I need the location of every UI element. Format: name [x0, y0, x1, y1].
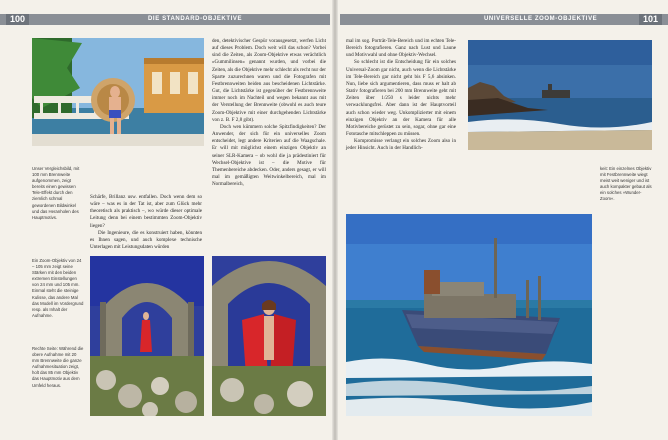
- caption-zoom-weight: keit: Ein einzelnes Objektiv mit Festbrennweite wiegt meist weit weniger und ist auch kompakter gebaut als ein solches »Wunder-Zoom«.: [600, 166, 652, 202]
- left-col2-paragraph: den, detektivischer Gespür vorausgesetzt, werfen Licht auf dieses Problem. Doch weit will das schon? Vorbei sind die Zeiten, als Zoom-Objektive etwas verächtlich »Gummilinsen« genannt wurden, und vorbei die Zeiten, als die Objektive mehr schlecht als recht nur der Sparte zuzurechnen waren und die Fotografen mit Festbrennweiten beiden aus bescheidenen Lichtstärke. Gut, die Lichtstärke ist gegenüber der Festbrennweite immer noch im Nachteil und wegen bekannt aus mit der Verstellung der Brennweite (obwohl es auch teure Zoom-Objektive mit einer durchgehenden Lichtstärke von z. B. F 2,8 gibt).: [212, 38, 327, 123]
- right-running-title: UNIVERSELLE ZOOM-OBJEKTIVE: [484, 16, 598, 22]
- caption-vergleichsbild: Unser Vergleichsbild, mit 100 mm Brennweite aufgenommen, zeigt bereits einen gewissen Tele-Effekt durch den ziemlich schmal gewordenen Bildwinkel und das Heranholen des Hauptmotivs.: [32, 166, 80, 220]
- left-running-title: DIE STANDARD-OBJEKTIVE: [148, 16, 243, 22]
- right-body-column-1: [346, 38, 456, 153]
- right-header-band: [340, 14, 668, 25]
- left-body-column-2: [212, 38, 326, 188]
- left-col2-paragraph: Doch wen kümmern solche Spitzfindigkeiten? Der Anwender, der sich für ein universelles Zoom entscheidet, legt andere Kriterien auf die Waagschale. Er will mit möglichst einem einzigen Objektiv an seiner SLR-Kamera – ob wohl die ja prädestiniert für Wechsel-Objektive ist – die Motive für Themenbereiche abdecken. Oder, anders gesagt, er will mal im gemäßigten Weitwinkelbereich, mal im Normalbereich,: [212, 123, 326, 188]
- right-page-number: 101: [639, 14, 662, 25]
- caption-rechte-seite: Rechte Seite: Während die obere Aufnahme mit 20 mm Brennweite die ganze Aufnahmesituation zeigt, holt das 85 mm Objektiv das Hauptmotiv aus dem Umfeld heraus.: [32, 346, 84, 388]
- photo-shipwreck-tele: [346, 214, 592, 416]
- photo-poolside-model: [32, 38, 204, 146]
- right-col1-paragraph: mal im sog. Porträt-Tele-Bereich und im echten Tele-Bereich fotografieren. Ganz nach Lust und Laune und Motivwahl und ohne Objektiv-Wechsel.: [346, 38, 456, 59]
- right-col1-paragraph: Kompromisse verlangt ein solches Zoom also in jeder Hinsicht. Auch in der Handlich-: [346, 138, 456, 152]
- right-col1-paragraph: So schlecht ist die Entscheidung für ein solches Universal-Zoom gar nicht, auch wenn die Lichtstärke im Tele-Bereich gar nicht geht bis F 5,6 absinken. Nun, liebe sich argumentieren, dass muss er halt ab Stativ fotografieren bei 200 mm Brennweite geht mit Zeiten über 1/250 s leider nichts mehr verwacklungsfrei. Aber dann ist der Hauptvorteil auch schon wieder weg. Unkomplizierter mit einem einzigen Objektiv an der Kamera für alle Motivbereiche gerüstet zu sein, sogar, ohne gar eine Fototasche mitschleppen zu müssen.: [346, 59, 456, 138]
- photo-stone-arch-tele: [212, 256, 326, 416]
- left-page-number: 100: [6, 14, 29, 25]
- photo-coast-wide: [468, 40, 652, 150]
- caption-zoom-24-105: Ein Zoom-Objektiv von 24 – 105 mm zeigt seine Stärken mit den beiden extremen Einstellungen von 24 mm und 105 mm. Einmal steht die steinige Kulisse, das andere Mal das Modell im Vordergrund resp. als Inhalt der Aufnahme.: [32, 258, 84, 318]
- left-header-band: [0, 14, 330, 25]
- left-col1-paragraph: Schärfe, Brillanz usw. entfallen. Doch wenn dem so wäre – was es in der Tat ist, aber zum Glück mehr theoretisch als praktisch –, wo würde dieser optimale Leitung denn bei einem bestimmten Zoom-Objektiv liegen?: [90, 194, 202, 229]
- photo-stone-arch-wide: [90, 256, 204, 416]
- left-body-column-1: [90, 194, 202, 251]
- left-col1-paragraph: Die Ingenieure, die es konstruiert haben, könnten es Ihnen sagen, und auch komplexe technische Unterlagen mit Leistungsdaten würden: [90, 229, 202, 251]
- book-gutter: [332, 0, 338, 440]
